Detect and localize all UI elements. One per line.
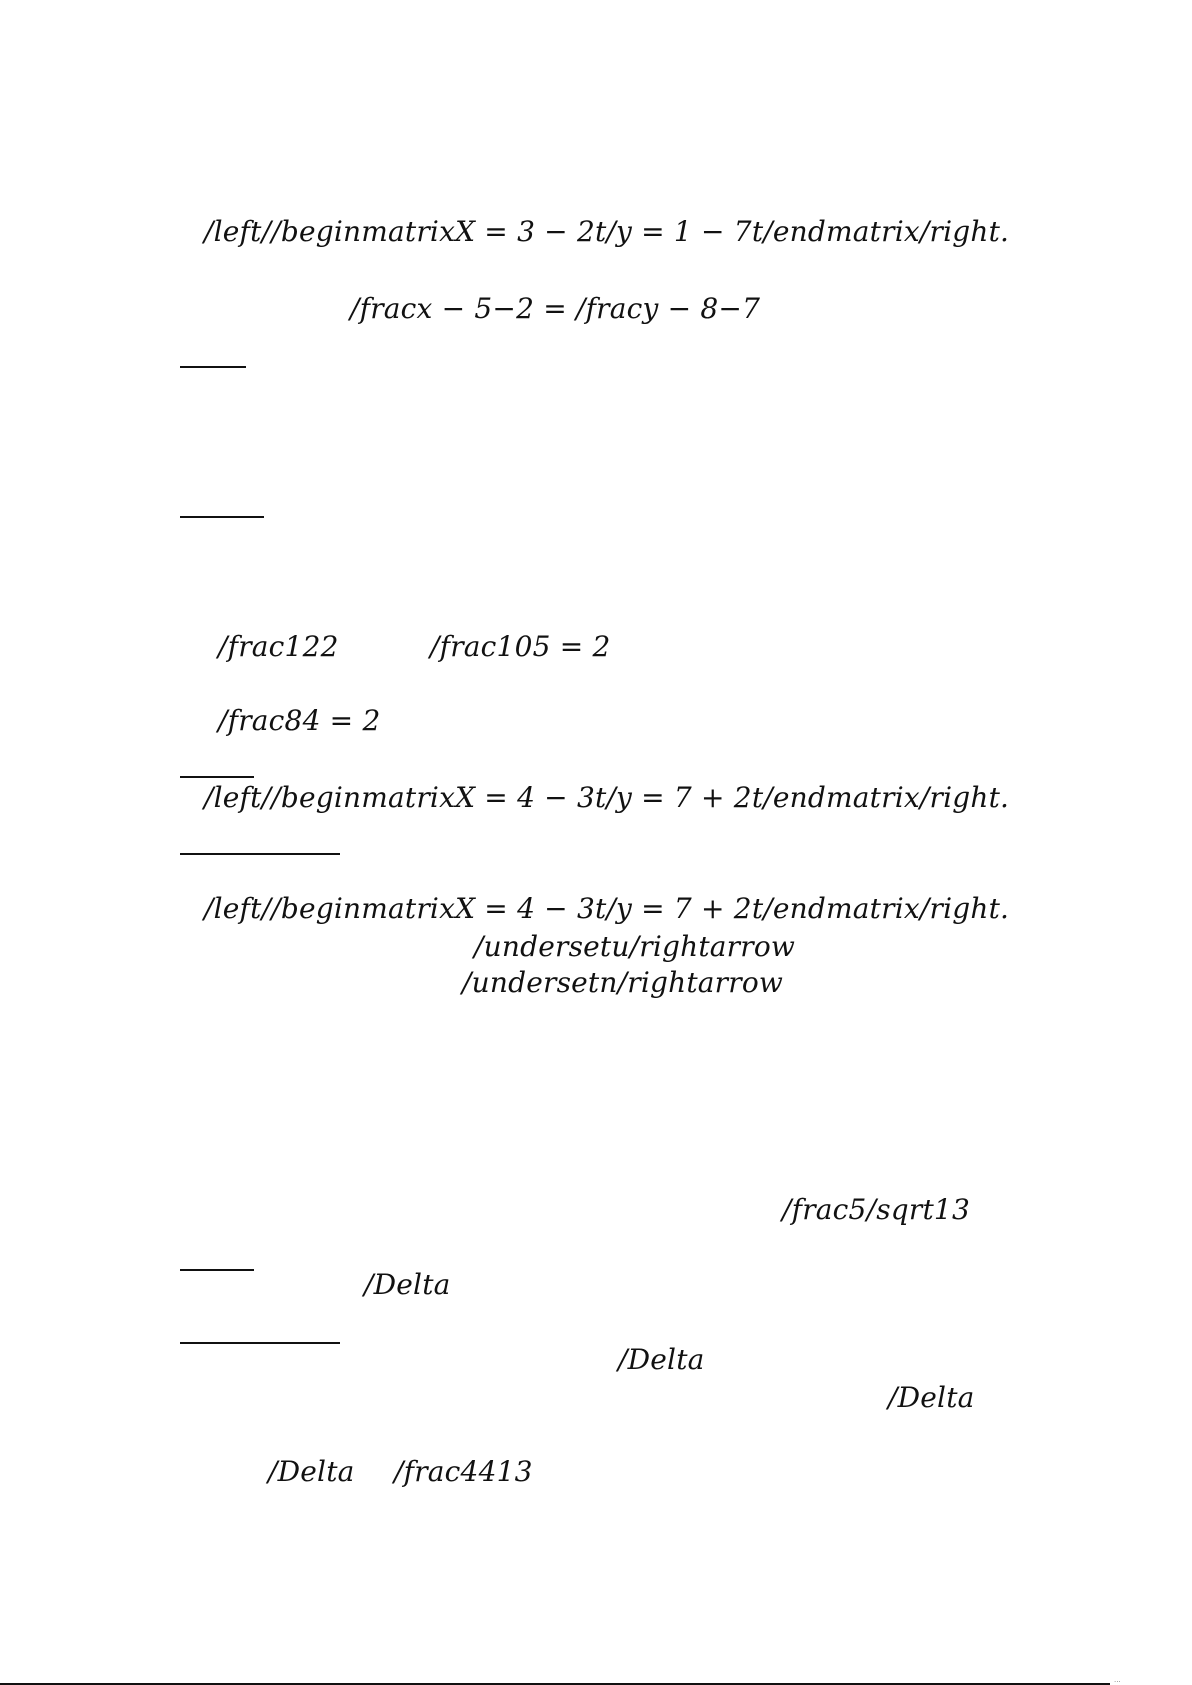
equation-parametric-line-2: /left//beginmatrixX = 4 − 3t/y = 7 + 2t/endmatrix/right. — [204, 781, 1010, 814]
section-underline — [180, 516, 264, 518]
section-underline — [180, 366, 246, 368]
section-underline — [180, 776, 254, 778]
equation-fraction-10-5: /frac105 = 2 — [430, 630, 611, 663]
section-underline — [180, 853, 340, 855]
equation-delta-2: /Delta — [618, 1343, 705, 1376]
equation-delta-4: /Delta — [268, 1455, 355, 1488]
equation-parametric-line-3: /left//beginmatrixX = 4 − 3t/y = 7 + 2t/endmatrix/right. — [204, 892, 1010, 925]
equation-fraction-12-2: /frac122 — [218, 630, 339, 663]
equation-delta-3: /Delta — [888, 1381, 975, 1414]
equation-parametric-line-1: /left//beginmatrixX = 3 − 2t/y = 1 − 7t/endmatrix/right. — [204, 215, 1010, 248]
section-underline — [180, 1342, 340, 1344]
equation-fraction-44-13: /frac4413 — [394, 1455, 533, 1488]
equation-canonical-line: /fracx − 5−2 = /fracy − 8−7 — [350, 292, 761, 325]
page-number: ... — [1114, 1676, 1121, 1684]
equation-fraction-8-4: /frac84 = 2 — [218, 704, 381, 737]
equation-normal-vector-arrow: /undersetn/rightarrow — [462, 966, 784, 999]
equation-distance-fraction: /frac5/sqrt13 — [782, 1193, 970, 1226]
equation-delta-1: /Delta — [364, 1268, 451, 1301]
equation-direction-vector-arrow: /undersetu/rightarrow — [474, 930, 796, 963]
section-underline — [180, 1269, 254, 1271]
